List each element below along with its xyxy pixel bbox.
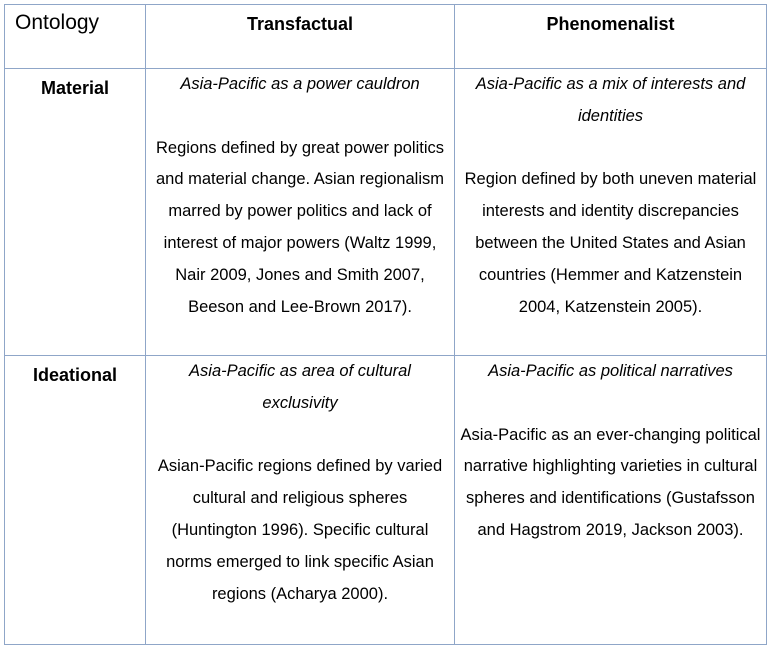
ideational-transfactual-subtitle: Asia-Pacific as area of cultural exclusivity	[189, 362, 411, 412]
header-phenomenalist: Phenomenalist	[546, 14, 675, 34]
header-cell-ontology	[5, 5, 146, 69]
row-label-material: Material	[40, 78, 110, 98]
cell-ideational-phenomenalist	[455, 356, 767, 645]
ideational-phenomenalist-subtitle: Asia-Pacific as political narratives	[488, 362, 733, 380]
row-label-cell-material	[5, 69, 146, 356]
header-cell-transfactual	[146, 5, 455, 69]
cell-material-transfactual	[146, 69, 455, 356]
cell-ideational-transfactual	[146, 356, 455, 645]
ontology-table	[4, 4, 767, 645]
row-material	[5, 69, 767, 356]
ideational-phenomenalist-body: Asia-Pacific as an ever-changing political narrative highlighting varieties in cultural spheres and identifications (Gustafsson and Hagstrom 2019, Jackson 2003).	[460, 425, 761, 539]
header-row	[5, 5, 767, 69]
row-ideational	[5, 356, 767, 645]
row-label-ideational: Ideational	[32, 365, 117, 385]
header-transfactual: Transfactual	[246, 14, 354, 34]
cell-material-phenomenalist	[455, 69, 767, 356]
material-phenomenalist-body: Region defined by both uneven material interests and identity discrepancies between the United States and Asian countries (Hemmer and Katzenstein 2004, Katzenstein 2005).	[464, 170, 757, 316]
material-transfactual-subtitle: Asia-Pacific as a power cauldron	[180, 75, 420, 93]
row-label-cell-ideational	[5, 356, 146, 645]
header-ontology: Ontology	[15, 11, 100, 34]
ideational-transfactual-body: Asian-Pacific regions defined by varied cultural and religious spheres (Huntington 1996). Specific cultural norms emerged to link specific Asian regions (Acharya 2000).	[157, 457, 443, 603]
header-cell-phenomenalist	[455, 5, 767, 69]
material-transfactual-body: Regions defined by great power politics and material change. Asian regionalism marred by power politics and lack of interest of major powers (Waltz 1999, Nair 2009, Jones and Smith 2007, Beeson and Lee-Brown 2017).	[155, 138, 444, 316]
material-phenomenalist-subtitle: Asia-Pacific as a mix of interests and identities	[475, 75, 746, 125]
